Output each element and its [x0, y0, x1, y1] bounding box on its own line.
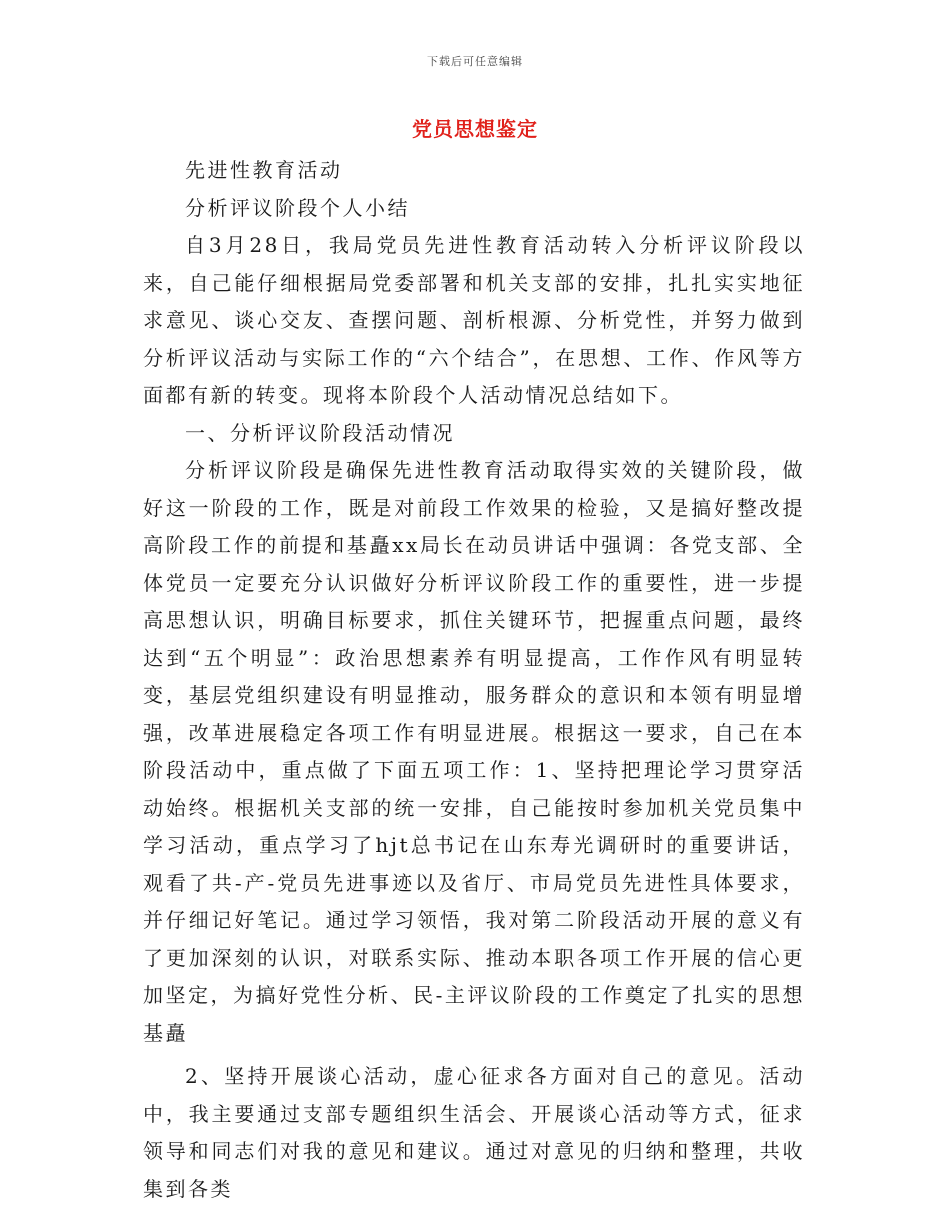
- paragraph-subtitle-1: 先进性教育活动: [185, 158, 343, 182]
- paragraph-intro: 自3月28日，我局党员先进性教育活动转入分析评议阶段以来，自己能仔细根据局党委部署和机关支部的安排，扎扎实实地征求意见、谈心交友、查摆问题、剖析根源、分析党性，并努力做到分析评议活动与实际工作的“六个结合”，在思想、工作、作风等方面都有新的转变。现将本阶段个人活动情况总结如下。: [143, 233, 805, 407]
- section-heading-1: 一、分析评议阶段活动情况: [185, 420, 455, 445]
- document-title: 党员思想鉴定: [412, 117, 538, 141]
- paragraph-subtitle-2: 分析评议阶段个人小结: [185, 195, 410, 220]
- paragraph-section-1-body: 分析评议阶段是确保先进性教育活动取得实效的关键阶段，做好这一阶段的工作，既是对前段工作效果的检验，又是搞好整改提高阶段工作的前提和基矗xx局长在动员讲话中强调：各党支部、全体党员一定要充分认识做好分析评议阶段工作的重要性，进一步提高思想认识，明确目标要求，抓住关键环节，把握重点问题，最终达到“五个明显”：政治思想素养有明显提高，工作作风有明显转变，基层党组织建设有明显推动，服务群众的意识和本领有明显增强，改革进展稳定各项工作有明显进展。根据这一要求，自己在本阶段活动中，重点做了下面五项工作：1、坚持把理论学习贯穿活动始终。根据机关支部的统一安排，自己能按时参加机关党员集中学习活动，重点学习了hjt总书记在山东寿光调研时的重要讲话，观看了共-产-党员先进事迹以及省厅、市局党员先进性具体要求，并仔细记好笔记。通过学习领悟，我对第二阶段活动开展的意义有了更加深刻的认识，对联系实际、推动本职各项工作开展的信心更加坚定，为搞好党性分析、民-主评议阶段的工作奠定了扎实的思想基矗: [143, 458, 805, 1045]
- document-body: [143, 152, 805, 1208]
- paragraph-item-2: 2、坚持开展谈心活动，虚心征求各方面对自己的意见。活动中，我主要通过支部专题组织生活会、开展谈心活动等方式，征求领导和同志们对我的意见和建议。通过对意见的归纳和整理，共收集到各类: [143, 1064, 805, 1201]
- page-header-note: 下载后可任意编辑: [427, 55, 523, 68]
